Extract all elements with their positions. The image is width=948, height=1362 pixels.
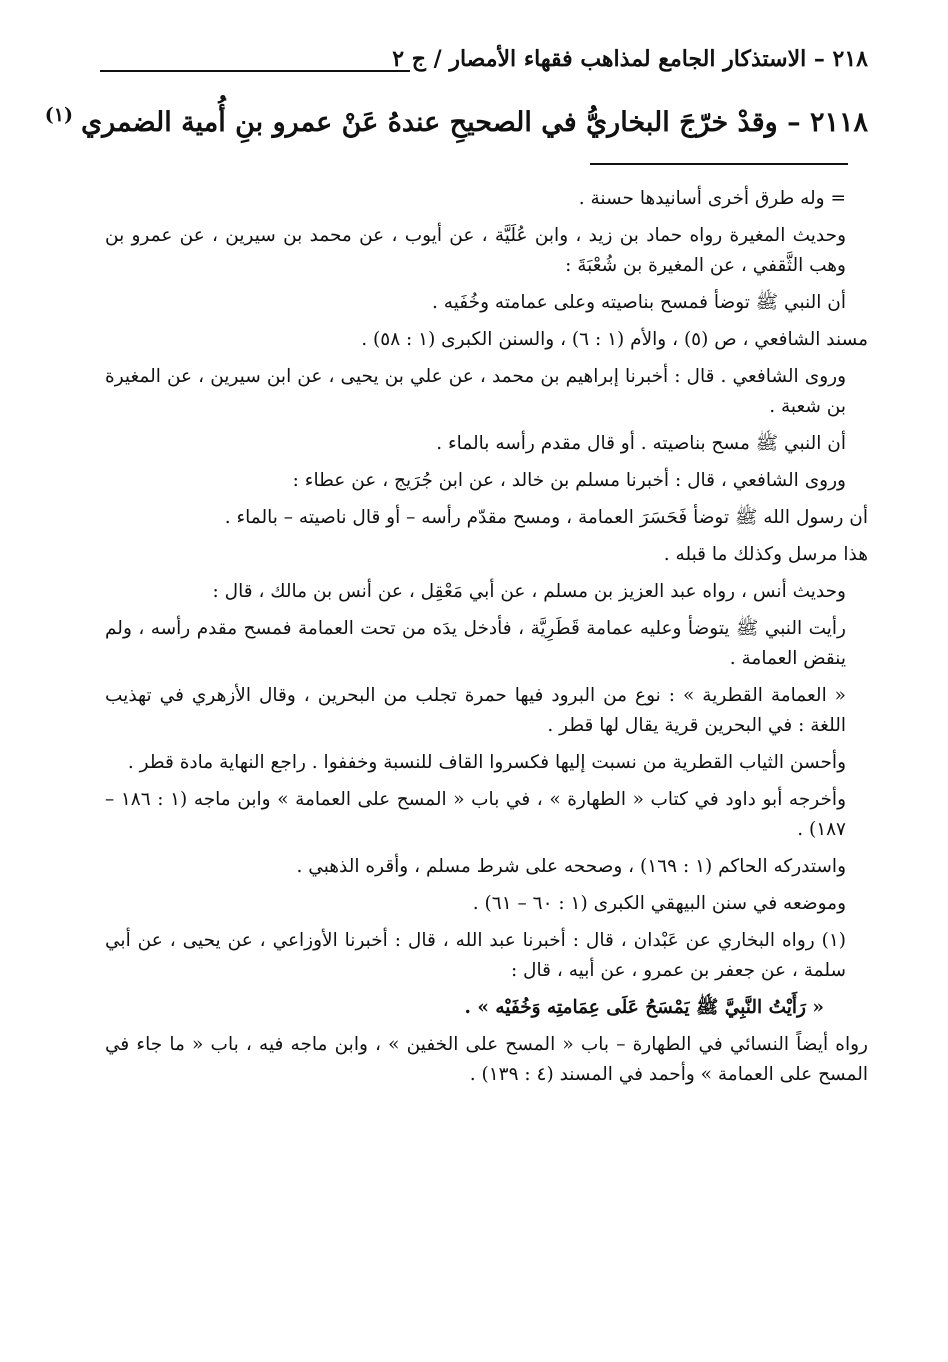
footnote-paragraph: (١) رواه البخاري عن عَبْدان ، قال : أخبرنا عبد الله ، قال : أخبرنا الأوزاعي ، عن يحيى ، عن أبي سلمة ، عن جعفر بن عمرو ، عن أبيه ، قال :: [105, 930, 846, 981]
header-rule: [100, 70, 410, 72]
footnote-paragraph: رأيت النبي ﷺ يتوضأ وعليه عمامة قَطَرِيَّة ، فأدخل يدَه من تحت العمامة فمسح مقدم رأسه ، ولم ينقض العمامة .: [105, 618, 846, 669]
footnote-paragraph: وحديث المغيرة رواه حماد بن زيد ، وابن عُلَيَّة ، عن أيوب ، عن محمد بن سيرين ، عن عمرو بن وهب الثَّقفي ، عن المغيرة بن شُعْبَةَ :: [105, 225, 846, 276]
footnotes: [105, 184, 868, 1097]
footnote-paragraph: = وله طرق أخرى أسانيدها حسنة .: [578, 188, 846, 209]
footnote-paragraph: واستدركه الحاكم (١ : ١٦٩) ، وصححه على شرط مسلم ، وأقره الذهبي .: [296, 856, 846, 877]
footnote-paragraph: وروى الشافعي . قال : أخبرنا إبراهيم بن محمد ، عن علي بن يحيى ، عن ابن سيرين ، عن المغيرة بن شعبة .: [105, 366, 846, 417]
hadith-line: [44, 104, 868, 138]
footnote-paragraph: وروى الشافعي ، قال : أخبرنا مسلم بن خالد ، عن ابن جُرَيج ، عن عطاء :: [292, 470, 846, 491]
footnote-rule: [590, 163, 848, 165]
footnote-ref: (١): [44, 104, 73, 126]
footnote-paragraph: وأخرجه أبو داود في كتاب « الطهارة » ، في باب « المسح على العمامة » وابن ماجه (١ : ١٨٦ – ١٨٧) .: [105, 789, 847, 840]
running-header: ٢١٨ – الاستذكار الجامع لمذاهب فقهاء الأمصار / ج ٢: [392, 46, 868, 72]
footnote-paragraph: أن رسول الله ﷺ توضأ فَحَسَرَ العمامة ، ومسح مقدّم رأسه – أو قال ناصيته – بالماء .: [224, 507, 868, 528]
footnote-paragraph: « العمامة القطرية » : نوع من البرود فيها حمرة تجلب من البحرين ، وقال الأزهري في تهذيب اللغة : في البحرين قرية يقال لها قطر .: [105, 685, 846, 736]
hadith-text: ٢١١٨ – وقدْ خرّجَ البخاريُّ في الصحيحِ عندهُ عَنْ عمرو بنِ أُمية الضمري: [80, 107, 868, 138]
footnote-paragraph: وأحسن الثياب القطرية من نسبت إليها فكسروا القاف للنسبة وخففوا . راجع النهاية مادة قطر .: [127, 752, 846, 773]
footnote-paragraph: أن النبي ﷺ مسح بناصيته . أو قال مقدم رأسه بالماء .: [436, 433, 846, 454]
footnote-paragraph: مسند الشافعي ، ص (٥) ، والأم (١ : ٦) ، والسنن الكبرى (١ : ٥٨) .: [361, 329, 868, 350]
footnote-paragraph: وموضعه في سنن البيهقي الكبرى (١ : ٦٠ – ٦١) .: [472, 893, 846, 914]
footnote-paragraph: أن النبي ﷺ توضأ فمسح بناصيته وعلى عمامته وخُفَيه .: [432, 292, 846, 313]
footnote-paragraph: هذا مرسل وكذلك ما قبله .: [663, 544, 868, 565]
footnote-paragraph: « رَأَيْتُ النَّبِيَّ ﷺ يَمْسَحُ عَلَى عِمَامتِه وَخُفَيْه » .: [464, 997, 824, 1018]
footnote-paragraph: رواه أيضاً النسائي في الطهارة – باب « المسح على الخفين » ، وابن ماجه فيه ، باب « ما جاء في المسح على العمامة » وأحمد في المسند (٤ : ١٣٩) .: [105, 1034, 868, 1085]
footnote-paragraph: وحديث أنس ، رواه عبد العزيز بن مسلم ، عن أبي مَعْقِل ، عن أنس بن مالك ، قال :: [212, 581, 846, 602]
